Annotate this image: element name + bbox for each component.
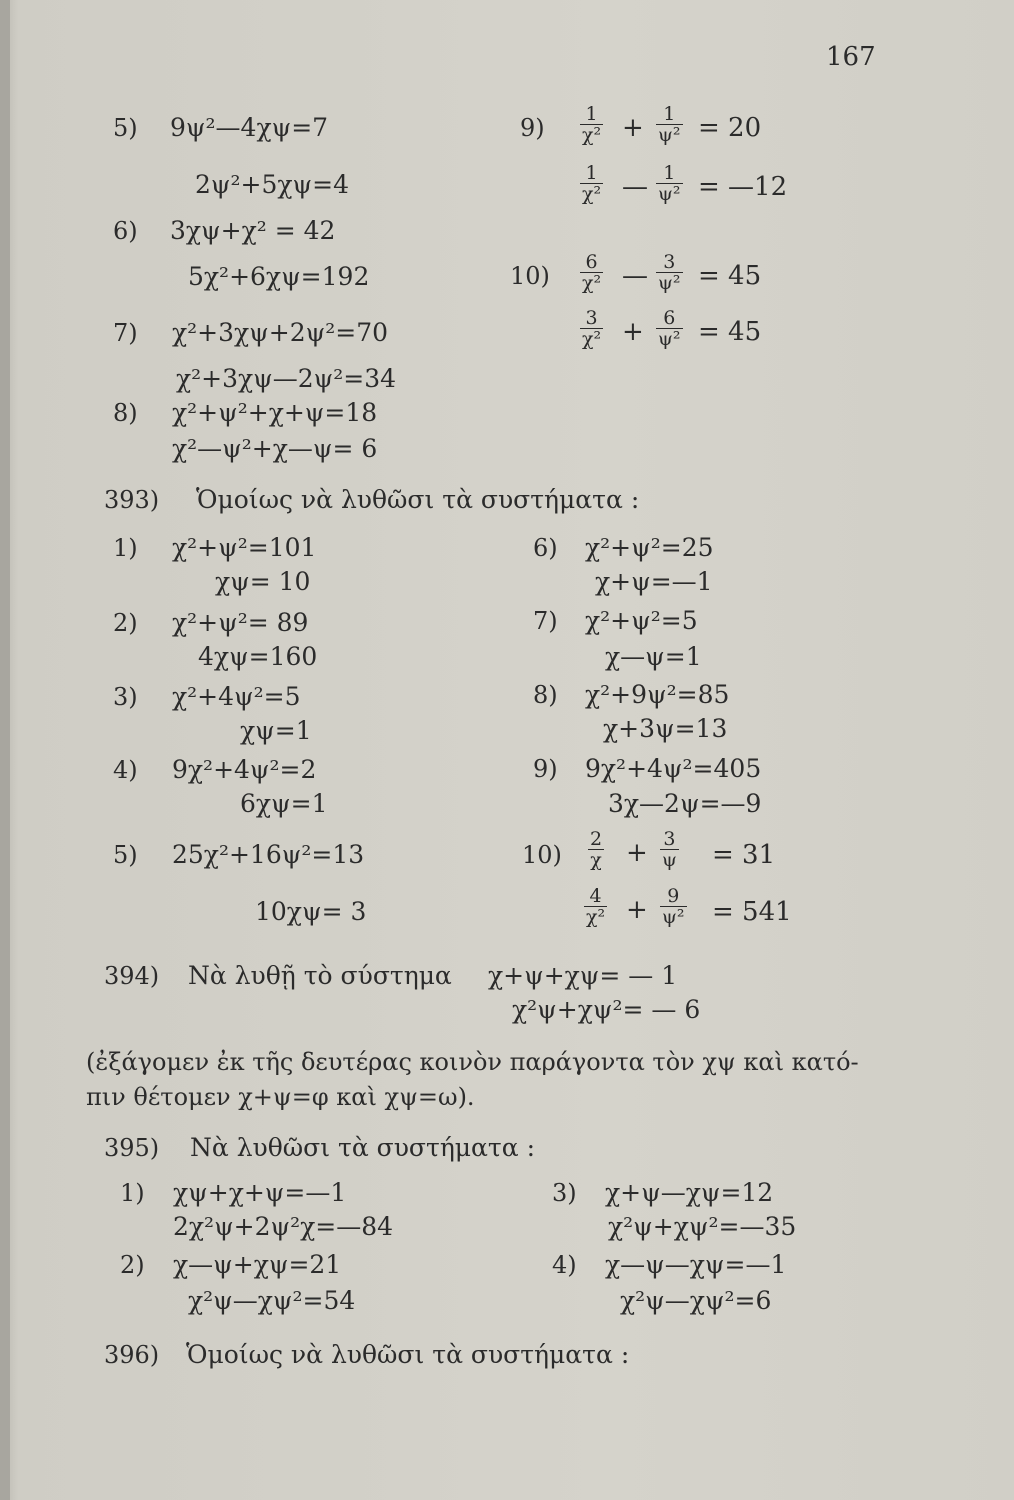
equation: χ²+ψ²+χ+ψ=18 (172, 398, 378, 427)
equation: χ²+ψ²=101 (172, 533, 317, 562)
fraction: $\frac{3}{\text{ψ²}}$ (658, 251, 681, 294)
equation: 5χ²+6χψ=192 (188, 262, 370, 291)
exercise-number: 396) (104, 1341, 160, 1369)
equation: 3χ—2ψ=—9 (608, 789, 762, 818)
equation: χ²ψ—χψ²=6 (620, 1286, 772, 1315)
problem-label: 2) (113, 609, 138, 637)
equation: χ²+ψ²=25 (585, 533, 714, 562)
problem-label: 8) (113, 399, 138, 427)
equation: χ²+9ψ²=85 (585, 680, 730, 709)
equation: 2χ²ψ+2ψ²χ=—84 (173, 1212, 394, 1241)
problem-label: 10) (522, 841, 562, 869)
fraction: $\frac{3}{\text{χ²}}$ (582, 307, 602, 350)
equation: χ+ψ+χψ= — 1 (488, 961, 678, 990)
operator: + (626, 895, 648, 925)
fraction: $\frac{1}{\text{ψ²}}$ (658, 103, 681, 146)
equation: 9χ²+4ψ²=2 (172, 755, 317, 784)
equation: χ²—ψ²+χ—ψ= 6 (172, 434, 378, 463)
fraction: $\frac{9}{\text{ψ²}}$ (662, 885, 685, 928)
problem-label: 6) (533, 534, 558, 562)
problem-label: 3) (552, 1179, 577, 1207)
exercise-number: 393) (104, 486, 160, 514)
fraction: $\frac{4}{\text{χ²}}$ (586, 885, 606, 928)
problem-label: 5) (113, 841, 138, 869)
equation-rhs: = —12 (698, 172, 788, 202)
operator: + (622, 113, 644, 143)
problem-label: 7) (533, 607, 558, 635)
equation: 10χψ= 3 (255, 897, 367, 926)
equation: χ²ψ—χψ²=54 (188, 1286, 356, 1315)
hint-line-1: (ἐξάγομεν ἐκ τῆς δευτέρας κοινὸν παράγοντα τὸν χψ καὶ κατό- (86, 1048, 859, 1076)
problem-label: 7) (113, 319, 138, 347)
operator: — (622, 172, 648, 202)
problem-label: 1) (120, 1179, 145, 1207)
equation-rhs: = 45 (698, 261, 762, 291)
equation: 6χψ=1 (240, 789, 328, 818)
equation: 9χ²+4ψ²=405 (585, 754, 762, 783)
equation: 2ψ²+5χψ=4 (195, 170, 349, 199)
operator: — (622, 261, 648, 291)
equation: χ—ψ—χψ=—1 (605, 1250, 787, 1279)
problem-label: 1) (113, 534, 138, 562)
equation: χ²+ψ²=5 (585, 606, 698, 635)
exercise-text: Νὰ λυθῇ τὸ σύστημα (188, 961, 452, 990)
equation: χ—ψ=1 (605, 642, 702, 671)
fraction: $\frac{6}{\text{χ²}}$ (582, 251, 602, 294)
fraction: $\frac{2}{\chi}$ (590, 828, 603, 871)
fraction: $\frac{3}{\psi}$ (662, 828, 677, 871)
problem-label: 9) (520, 114, 545, 142)
operator: + (626, 838, 648, 868)
problem-label: 6) (113, 217, 138, 245)
equation: χψ=1 (240, 716, 312, 745)
problem-label: 4) (113, 756, 138, 784)
equation-rhs: = 31 (712, 840, 776, 870)
fraction: $\frac{1}{\text{ψ²}}$ (658, 162, 681, 205)
problem-label: 9) (533, 755, 558, 783)
equation: χψ+χ+ψ=—1 (173, 1178, 347, 1207)
fraction: $\frac{1}{\text{χ²}}$ (582, 103, 602, 146)
page-binding-edge (0, 0, 10, 1500)
equation-rhs: = 20 (698, 113, 762, 143)
equation: χ²ψ+χψ²= — 6 (512, 995, 701, 1024)
operator: + (622, 317, 644, 347)
equation: χ+ψ=—1 (595, 567, 713, 596)
problem-label: 5) (113, 114, 138, 142)
equation: χψ= 10 (215, 567, 311, 596)
equation: 4χψ=160 (198, 642, 318, 671)
problem-label: 4) (552, 1251, 577, 1279)
fraction: $\frac{1}{\text{χ²}}$ (582, 162, 602, 205)
hint-line-2: πιν θέτομεν χ+ψ=φ καὶ χψ=ω). (86, 1083, 475, 1111)
equation-rhs: = 541 (712, 897, 792, 927)
problem-label: 8) (533, 681, 558, 709)
equation: χ+ψ—χψ=12 (605, 1178, 774, 1207)
equation: χ²+ψ²= 89 (172, 608, 309, 637)
exercise-heading: Ὁμοίως νὰ λυθῶσι τὰ συστήματα : (196, 485, 640, 514)
exercise-number: 394) (104, 962, 160, 990)
equation: χ²+4ψ²=5 (172, 682, 301, 711)
page-number: 167 (826, 42, 876, 72)
problem-label: 3) (113, 683, 138, 711)
equation: χ+3ψ=13 (603, 714, 728, 743)
exercise-number: 395) (104, 1134, 160, 1162)
fraction: $\frac{6}{\text{ψ²}}$ (658, 307, 681, 350)
exercise-heading: Ὁμοίως νὰ λυθῶσι τὰ συστήματα : (186, 1340, 630, 1369)
equation-rhs: = 45 (698, 317, 762, 347)
equation: χ²ψ+χψ²=—35 (608, 1212, 797, 1241)
equation: χ²+3χψ+2ψ²=70 (172, 318, 389, 347)
equation: χ²+3χψ—2ψ²=34 (176, 364, 397, 393)
problem-label: 2) (120, 1251, 145, 1279)
exercise-heading: Νὰ λυθῶσι τὰ συστήματα : (190, 1133, 536, 1162)
equation: 9ψ²—4χψ=7 (170, 113, 329, 142)
equation: 25χ²+16ψ²=13 (172, 840, 365, 869)
problem-label: 10) (510, 262, 550, 290)
equation: 3χψ+χ² = 42 (170, 216, 336, 245)
equation: χ—ψ+χψ=21 (173, 1250, 342, 1279)
